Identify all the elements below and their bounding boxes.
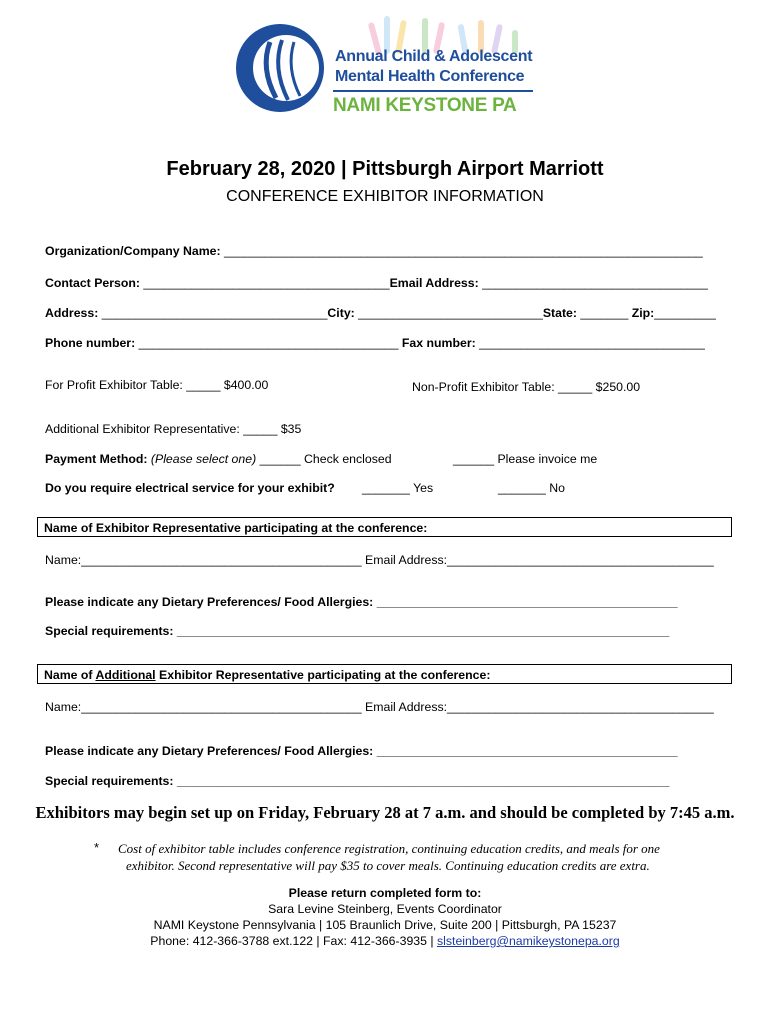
fax-field[interactable]: _________________________________ (479, 336, 705, 350)
org-label: Organization/Company Name: (45, 244, 221, 258)
rep2-box-pre: Name of (44, 668, 96, 682)
payment-hint: (Please select one) (150, 452, 257, 466)
payment-check-option[interactable]: ______ Check enclosed (259, 452, 392, 466)
setup-notice: Exhibitors may begin set up on Friday, February 28 at 7 a.m. and should be completed by 7:45 a.m. (35, 803, 735, 822)
rep2-dietary-row[interactable]: Please indicate any Dietary Preferences/ Food Allergies: ____________________________________________ (45, 744, 678, 758)
state-field[interactable]: _______ (580, 306, 629, 320)
state-label: State: (542, 306, 577, 320)
nonprofit-option[interactable]: Non-Profit Exhibitor Table: _____ $250.00 (412, 380, 641, 394)
phone-field[interactable]: ______________________________________ (138, 336, 399, 350)
additional-rep-option[interactable]: Additional Exhibitor Representative: _____ $35 (45, 422, 302, 436)
phone-row (45, 336, 705, 350)
rep1-name-row[interactable]: Name:_________________________________________ Email Address:_______________________________________ (45, 553, 714, 567)
return-name: Sara Levine Steinberg, Events Coordinator (268, 902, 502, 916)
address-field[interactable]: _________________________________ (101, 306, 328, 320)
rep1-box-title: Name of Exhibitor Representative participating at the conference: (37, 517, 732, 537)
logo-line-2: Mental Health Conference (335, 68, 525, 85)
rep1-special-row[interactable]: Special requirements: ________________________________________________________________________ (45, 624, 670, 638)
org-field[interactable]: ______________________________________________________________________ (224, 244, 703, 258)
city-label: City: (327, 306, 355, 320)
return-heading: Please return completed form to: (288, 886, 482, 900)
electrical-no-option[interactable]: _______ No (498, 481, 566, 495)
phone-label: Phone number: (45, 336, 136, 350)
electrical-label: Do you require electrical service for your exhibit? (45, 481, 335, 495)
note-bullet: * (94, 840, 100, 855)
rep2-box-post: Exhibitor Representative participating at the conference: (155, 668, 491, 682)
address-label: Address: (45, 306, 99, 320)
zip-label: Zip: (631, 306, 655, 320)
payment-row (45, 452, 392, 466)
return-email-link[interactable]: slsteinberg@namikeystonepa.org (437, 934, 620, 948)
rep2-box-underlined: Additional (95, 668, 156, 682)
page-title: February 28, 2020 | Pittsburgh Airport Marriott (166, 158, 604, 180)
payment-label: Payment Method: (45, 452, 148, 466)
return-contact (0, 933, 770, 949)
payment-invoice-option[interactable]: ______ Please invoice me (453, 452, 598, 466)
return-phone: Phone: 412-366-3788 ext.122 | Fax: 412-366-3935 | (150, 934, 437, 948)
electrical-yes-option[interactable]: _______ Yes (362, 481, 434, 495)
rep1-dietary-row[interactable]: Please indicate any Dietary Preferences/ Food Allergies: ____________________________________________ (45, 595, 678, 609)
zip-field[interactable]: _________ (654, 306, 716, 320)
org-row (45, 244, 703, 258)
forprofit-option[interactable]: For Profit Exhibitor Table: _____ $400.00 (45, 378, 269, 392)
email-field[interactable]: _________________________________ (482, 276, 708, 290)
rep2-box-title (37, 664, 732, 684)
logo-divider (333, 90, 533, 92)
city-field[interactable]: ___________________________ (358, 306, 543, 320)
return-address: NAMI Keystone Pennsylvania | 105 Braunlich Drive, Suite 200 | Pittsburgh, PA 15237 (153, 918, 617, 932)
rep2-name-row[interactable]: Name:_________________________________________ Email Address:_______________________________________ (45, 700, 714, 714)
logo-line-1: Annual Child & Adolescent (335, 48, 533, 65)
fax-label: Fax number: (401, 336, 476, 350)
logo-line-3: NAMI KEYSTONE PA (333, 95, 517, 116)
address-row (45, 306, 716, 320)
contact-row (45, 276, 708, 290)
contact-label: Contact Person: (45, 276, 140, 290)
rep2-special-row[interactable]: Special requirements: ________________________________________________________________________ (45, 774, 670, 788)
page-subtitle: CONFERENCE EXHIBITOR INFORMATION (226, 188, 544, 205)
contact-field[interactable]: ____________________________________ (143, 276, 390, 290)
note-line-2: exhibitor. Second representative will pay $35 to cover meals. Continuing education credits are extra. (126, 858, 650, 873)
email-label: Email Address: (389, 276, 479, 290)
note-line-1: Cost of exhibitor table includes conference registration, continuing education credits, and meals for one (118, 841, 660, 856)
